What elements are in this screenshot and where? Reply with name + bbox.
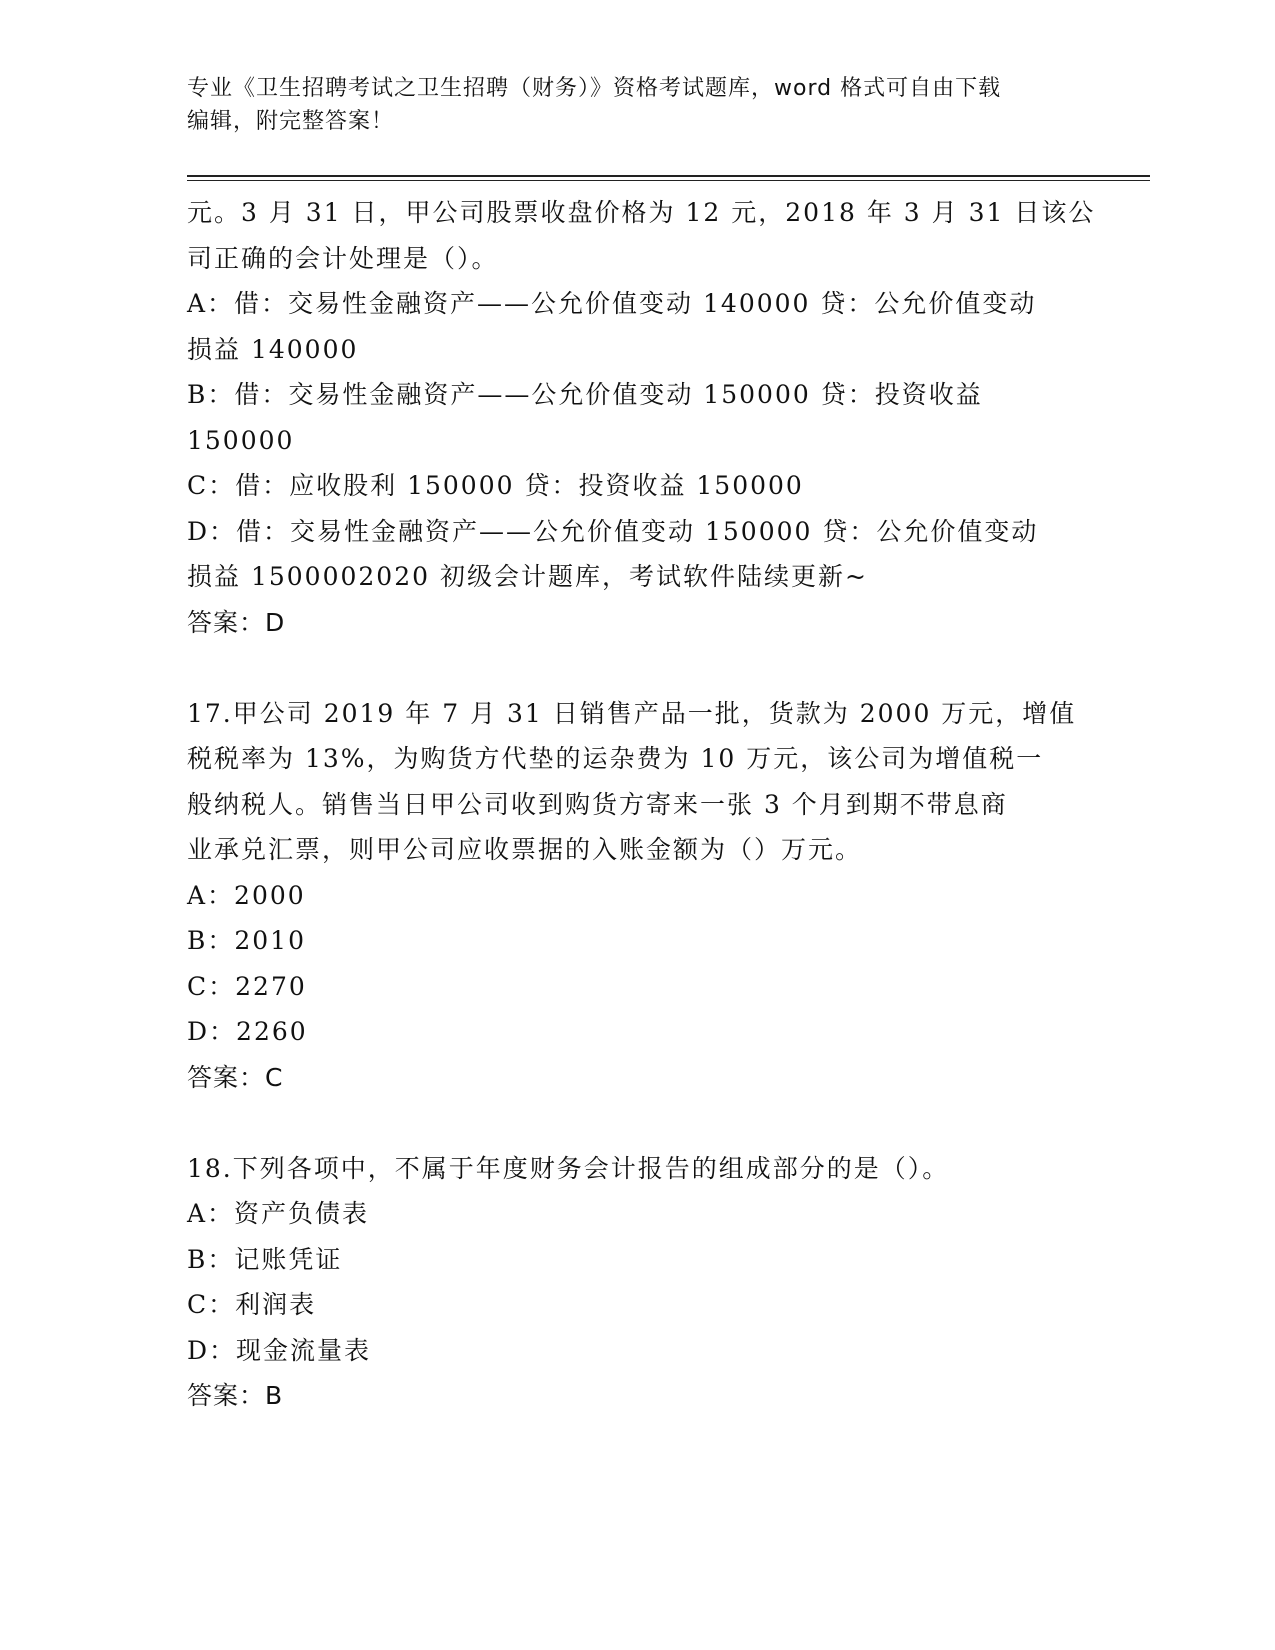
answer-label: 答案：D [187,607,286,637]
question-17 [187,691,1087,1101]
option-a: A：2000 [187,880,306,910]
option-d: D：2260 [187,1017,308,1046]
question-stem-line: 18.下列各项中，不属于年度财务会计报告的组成部分的是（）。 [187,1153,950,1183]
option-b: B：2010 [187,926,306,955]
option-d: D：借：交易性金融资产——公允价值变动 150000 贷：公允价值变动 [187,516,1039,546]
option-b: B：借：交易性金融资产——公允价值变动 150000 贷：投资收益 [187,380,983,409]
question-stem-line: 业承兑汇票，则甲公司应收票据的入账金额为（）万元。 [187,835,863,864]
option-a: A：资产负债表 [187,1199,370,1228]
option-d-continued: 损益 1500002020 初级会计题库，考试软件陆续更新~ [187,562,868,591]
question-16 [187,190,1096,645]
header-divider [187,175,1150,181]
question-stem-line: 17.甲公司 2019 年 7 月 31 日销售产品一批，货款为 2000 万元，增值 [187,698,1077,728]
question-stem-line: 般纳税人。销售当日甲公司收到购货方寄来一张 3 个月到期不带息商 [187,789,1008,819]
answer-label: 答案：C [187,1062,284,1092]
page-header [187,72,1087,138]
question-spacer [187,645,1087,691]
header-line-2: 编辑，附完整答案！ [187,109,395,134]
question-18 [187,1146,1087,1419]
question-stem-line: 元。3 月 31 日，甲公司股票收盘价格为 12 元，2018 年 3 月 31 日该公 [187,198,1096,227]
option-d: D：现金流量表 [187,1335,372,1365]
question-spacer [187,1100,1087,1146]
option-a: A：借：交易性金融资产——公允价值变动 140000 贷：公允价值变动 [187,289,1037,318]
option-b: B：记账凭证 [187,1244,343,1274]
header-line-1: 专业《卫生招聘考试之卫生招聘（财务）》资格考试题库，word 格式可自由下载 [187,76,1002,101]
answer-label: 答案：B [187,1381,284,1410]
option-c: C：2270 [187,971,307,1001]
document-body [187,190,1096,1419]
option-c: C：利润表 [187,1290,317,1319]
option-b-continued: 150000 [187,425,295,455]
option-a-continued: 损益 140000 [187,334,359,364]
option-c: C：借：应收股利 150000 贷：投资收益 150000 [187,471,804,500]
question-stem-line: 司正确的会计处理是（）。 [187,243,499,273]
question-stem-line: 税税率为 13%，为购货方代垫的运杂费为 10 万元，该公司为增值税一 [187,744,1044,773]
